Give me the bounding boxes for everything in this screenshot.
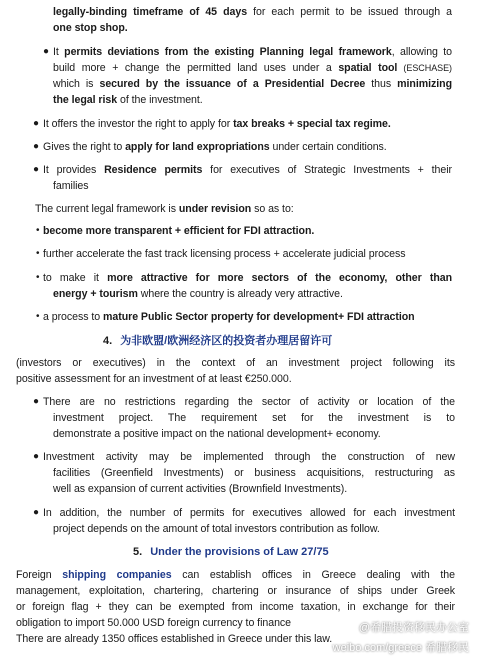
text: become more transparent + efficient for FDI attraction. bbox=[43, 225, 315, 237]
text: management, exploitation, chartering, chartering or insurance of ships under Greek bbox=[16, 585, 455, 597]
residence-permits-bold: Residence permits bbox=[104, 164, 203, 176]
section-title: 为非欧盟/欧洲经济区的投资者办理居留许可 bbox=[120, 335, 333, 347]
text: , allowing to bbox=[391, 46, 452, 58]
bullet-dot: • bbox=[36, 272, 40, 283]
text: Foreign bbox=[16, 569, 63, 581]
investors-line-2 bbox=[16, 371, 292, 387]
text: can establish offices in Greece dealing with the bbox=[171, 569, 455, 581]
restrictions-line-2 bbox=[53, 410, 455, 426]
text: The current legal framework is bbox=[35, 203, 179, 215]
under-revision-bold: under revision bbox=[178, 203, 252, 215]
watermark-line-2: weibo.com/greece 希腊移民 bbox=[332, 642, 469, 654]
text: where the country is already very attractive. bbox=[137, 288, 343, 300]
bullet-dot: • bbox=[36, 248, 40, 259]
text: Investment activity may be implemented through the construction of new bbox=[43, 451, 455, 463]
text: or foreign flag + they can be exempted from income taxation, in exchange for their bbox=[16, 601, 455, 613]
text: well as expansion of current activities (Brownfield Investments). bbox=[53, 483, 348, 495]
watermark-line-1: @希腊投资移民办公室 bbox=[358, 622, 469, 634]
shipping-line-5 bbox=[16, 631, 332, 647]
legal-risk-bold: the legal risk bbox=[53, 94, 118, 106]
text: demonstrate a positive impact on the national development+ economy. bbox=[53, 428, 381, 440]
presidential-decree-bold: secured by the issuance of a Presidential Decree bbox=[99, 78, 366, 90]
revision-line bbox=[35, 201, 294, 217]
activity-line-1 bbox=[43, 449, 455, 465]
accelerate-line bbox=[43, 246, 406, 262]
timeframe-bold: legally-binding timeframe of 45 days bbox=[53, 6, 248, 18]
section-5-heading bbox=[133, 544, 329, 560]
shipping-companies-bold: shipping companies bbox=[62, 569, 172, 581]
text: facilities (Greenfield Investments) or business acquisitions, restructuring as bbox=[53, 467, 455, 479]
text: a process to bbox=[43, 311, 104, 323]
mature-line bbox=[43, 309, 415, 325]
text: build more + change the permitted land uses under a bbox=[53, 62, 339, 74]
tax-breaks-line bbox=[43, 116, 391, 132]
activity-line-3 bbox=[53, 481, 347, 497]
text: In addition, the number of permits for executives allowed for each investment bbox=[43, 507, 455, 519]
text: Gives the right to bbox=[43, 141, 126, 153]
text: which is bbox=[53, 78, 100, 90]
text: (investors or executives) in the context of an investment project following its bbox=[16, 357, 455, 369]
energy-tourism-bold: energy + tourism bbox=[53, 288, 138, 300]
shipping-line-2 bbox=[16, 583, 455, 599]
bullet-dot: ● bbox=[33, 141, 40, 152]
text: thus bbox=[365, 78, 398, 90]
deviations-bold: permits deviations from the existing Planning legal framework bbox=[64, 46, 392, 58]
permits-line-1 bbox=[43, 505, 455, 521]
expropriations-line bbox=[43, 139, 387, 155]
permits-line-2 bbox=[53, 521, 380, 537]
bullet-dot: ● bbox=[33, 451, 40, 462]
timeframe-rest: for each permit to be issued through a bbox=[247, 6, 452, 18]
activity-line-2 bbox=[53, 465, 455, 481]
shipping-line-4 bbox=[16, 615, 291, 631]
text: under certain conditions. bbox=[269, 141, 387, 153]
text: for executives of Strategic Investments + their bbox=[202, 164, 452, 176]
text: It bbox=[53, 46, 65, 58]
section-number: 5. bbox=[133, 546, 143, 558]
text: families bbox=[53, 180, 89, 192]
text: positive assessment for an investment of at least €250.000. bbox=[16, 373, 292, 385]
text: to make it bbox=[43, 272, 108, 284]
text: There are already 1350 offices established in Greece under this law. bbox=[16, 633, 333, 645]
bullet-dot: • bbox=[36, 225, 40, 236]
eschase-label: (ESCHASE) bbox=[397, 63, 452, 73]
residence-line-2 bbox=[53, 178, 89, 194]
timeframe-line-2 bbox=[53, 20, 128, 36]
text: obligation to import 50.000 USD foreign currency to finance bbox=[16, 617, 291, 629]
residence-line-1 bbox=[43, 162, 452, 178]
bullet-dot: ● bbox=[33, 507, 40, 518]
shipping-line-3 bbox=[16, 599, 455, 615]
text: so as to: bbox=[251, 203, 294, 215]
text: It provides bbox=[43, 164, 105, 176]
deviations-line-4 bbox=[53, 92, 203, 108]
minimizing-bold: minimizing bbox=[397, 78, 452, 90]
restrictions-line-1 bbox=[43, 394, 455, 410]
one-stop-shop: one stop shop. bbox=[53, 22, 128, 34]
transparent-line bbox=[43, 223, 314, 239]
section-4-heading bbox=[103, 333, 332, 349]
spatial-tool-bold: spatial tool bbox=[338, 62, 398, 74]
bullet-dot: ● bbox=[33, 118, 40, 129]
bullet-dot: ● bbox=[43, 46, 50, 57]
text: project depends on the amount of total investors contribution as follow. bbox=[53, 523, 380, 535]
shipping-line-1 bbox=[16, 567, 455, 583]
investors-line-1 bbox=[16, 355, 455, 371]
tax-breaks-bold: tax breaks + special tax regime. bbox=[233, 118, 391, 130]
deviations-line-1 bbox=[53, 44, 452, 60]
expropriations-bold: apply for land expropriations bbox=[125, 141, 270, 153]
bullet-dot: ● bbox=[33, 396, 40, 407]
text: of the investment. bbox=[117, 94, 203, 106]
mature-bold: mature Public Sector property for development+ FDI attraction bbox=[103, 311, 415, 323]
text: investment project. The requirement set for the investment is to bbox=[53, 412, 455, 424]
restrictions-line-3 bbox=[53, 426, 381, 442]
bullet-dot: ● bbox=[33, 164, 40, 175]
deviations-line-2 bbox=[53, 60, 452, 76]
attractive-bold: more attractive for more sectors of the economy, other than bbox=[107, 272, 452, 284]
text: It offers the investor the right to apply for bbox=[43, 118, 234, 130]
deviations-line-3 bbox=[53, 76, 452, 92]
section-title: Under the provisions of Law 27/75 bbox=[150, 546, 329, 558]
bullet-dot: • bbox=[36, 311, 40, 322]
text: further accelerate the fast track licensing process + accelerate judicial process bbox=[43, 248, 406, 260]
text: There are no restrictions regarding the sector of activity or location of the bbox=[43, 396, 455, 408]
attractive-line-2 bbox=[53, 286, 343, 302]
attractive-line-1 bbox=[43, 270, 452, 286]
timeframe-line-1 bbox=[53, 4, 452, 20]
section-number: 4. bbox=[103, 335, 113, 347]
